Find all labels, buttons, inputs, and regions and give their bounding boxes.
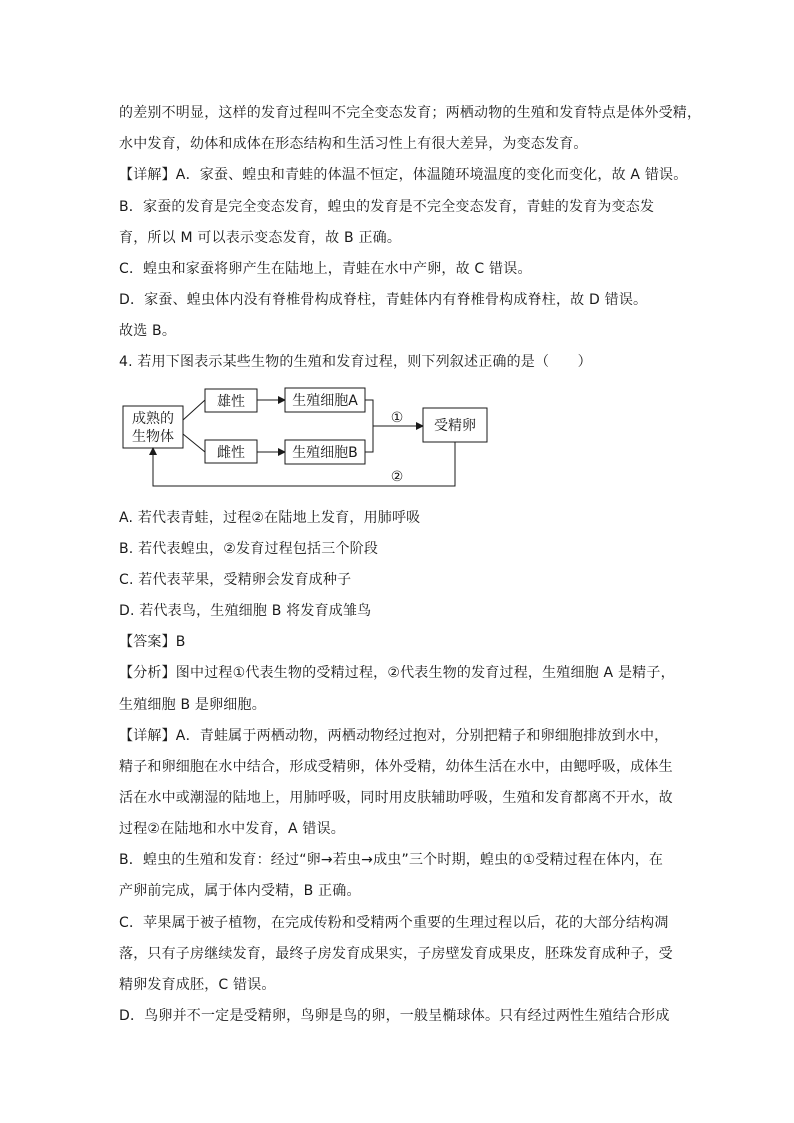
option-d: D. 若代表鸟，生殖细胞 B 将发育成雏鸟 [119,603,372,619]
text-line-4: B．家蚕的发育是完全变态发育，蝗虫的发育是不完全变态发育，青蛙的发育为变态发 [119,199,655,215]
analysis-line-1: 【分析】图中过程①代表生物的受精过程，②代表生物的发育过程，生殖细胞 A 是精子， [119,665,675,681]
germ-cells-bracket [365,400,373,452]
text-line-8: 故选 B。 [119,323,177,339]
detail-line-6: 产卵前完成，属于体内受精，B 正确。 [119,883,361,899]
option-b: B. 若代表蝗虫，②发育过程包括三个阶段 [119,541,379,557]
mature-organism-label-1: 成熟的 [132,411,174,427]
option-a: A. 若代表青蛙，过程②在陆地上发育，用肺呼吸 [119,510,421,526]
detail-line-7: C．苹果属于被子植物，在完成传粉和受精两个重要的生理过程以后，花的大部分结构凋 [119,915,669,931]
option-c: C. 若代表苹果，受精卵会发育成种子 [119,572,352,588]
detail-line-10: D．鸟卵并不一定是受精卵，鸟卵是鸟的卵，一般呈椭球体。只有经过两性生殖结合形成 [119,1008,670,1024]
reproduction-diagram-svg [119,378,499,490]
mature-organism-label-2: 生物体 [132,429,174,445]
male-label: 雄性 [217,394,245,410]
detail-line-8: 落，只有子房继续发育，最终子房发育成果实，子房壁发育成果皮，胚珠发育成种子，受 [119,946,673,962]
text-line-7: D．家蚕、蝗虫体内没有脊椎骨构成脊柱，青蛙体内有脊椎骨构成脊柱，故 D 错误。 [119,292,648,308]
fertilized-egg-label: 受精卵 [434,418,476,434]
detail-line-5: B．蝗虫的生殖和发育：经过“卵→若虫→成虫”三个时期，蝗虫的①受精过程在体内，在 [119,852,664,868]
reproduction-diagram [119,378,499,490]
text-line-2: 水中发育，幼体和成体在形态结构和生活习性上有很大差异，为变态发育。 [119,136,588,152]
female-label: 雌性 [217,445,245,461]
branch-line-female [183,434,205,452]
question-4-stem: 4. 若用下图表示某些生物的生殖和发育过程，则下列叙述正确的是（ ） [119,354,592,370]
detail-line-2: 精子和卵细胞在水中结合，形成受精卵，体外受精，幼体生活在水中，由鳃呼吸，成体生 [119,759,673,775]
detail-line-4: 过程②在陆地和水中发育，A 错误。 [119,821,345,837]
process-2-label: ② [390,469,404,485]
branch-line-male [183,400,205,420]
process-1-label: ① [390,410,404,426]
analysis-line-2: 生殖细胞 B 是卵细胞。 [119,697,266,713]
detail-line-3: 活在水中或潮湿的陆地上，用肺呼吸，同时用皮肤辅助呼吸，生殖和发育都离不开水，故 [119,790,673,806]
text-line-6: C．蝗虫和家蚕将卵产生在陆地上，青蛙在水中产卵，故 C 错误。 [119,261,532,277]
text-line-1: 的差别不明显，这样的发育过程叫不完全变态发育；两栖动物的生殖和发育特点是体外受精， [119,105,702,121]
germ-cell-a-label: 生殖细胞A [292,393,358,409]
germ-cell-b-label: 生殖细胞B [292,445,358,461]
detail-line-9: 精卵发育成胚，C 错误。 [119,977,276,993]
detail-line-1: 【详解】A．青蛙属于两栖动物，两栖动物经过抱对，分别把精子和卵细胞排放到水中， [119,728,669,744]
text-line-3: 【详解】A．家蚕、蝗虫和青蛙的体温不恒定，体温随环境温度的变化而变化，故 A 错误。 [119,167,688,183]
answer-line: 【答案】B [119,634,186,650]
text-line-5: 育，所以 M 可以表示变态发育，故 B 正确。 [119,230,402,246]
